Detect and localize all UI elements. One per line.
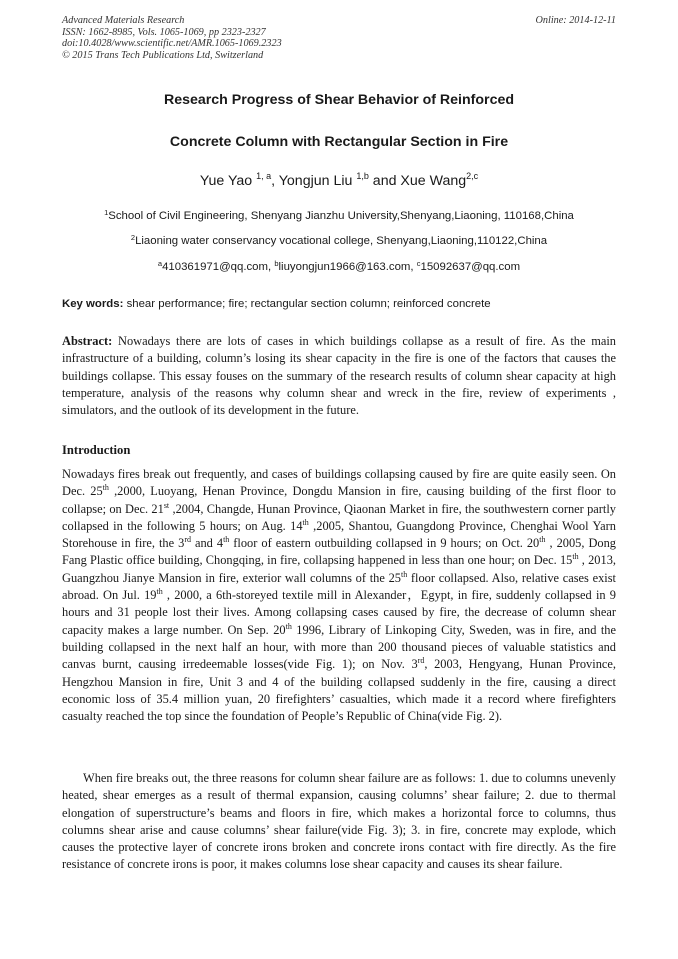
author-superscript: 1, a [256,171,272,181]
author-name: and Xue Wang [368,173,467,189]
author-emails [62,261,616,273]
email-link[interactable]: 410361971@qq.com, [162,261,275,273]
paragraph-text: ,2000, Luoyang, Henan Province, Dongdu Mansion in fire, causing building of the first floor to collapse; on Dec. 21 [62,484,616,516]
paragraph-text: Nowadays fires break out frequently, and cases of buildings collapsing caused by fire are quite easily seen. On Dec. 25 [62,467,616,499]
affiliation-text: School of Civil Engineering, Shenyang Jianzhu University,Shenyang,Liaoning, 110168,China [108,210,574,222]
journal-header [62,15,616,61]
email-marker: c [416,259,421,268]
email-marker: a [157,259,163,268]
journal-issn: ISSN: 1662-8985, Vols. 1065-1069, pp 2323-2327 [62,26,266,38]
keywords [62,298,616,310]
email-link[interactable]: liuyongjun1966@163.com, [278,261,417,273]
abstract-text: Nowadays there are lots of cases in which buildings collapse as a result of fire. As the main infrastructure of a building, column’s losing its shear capacity in the fire is one of the factors that causes the buildings collapse. This essay fouses on the summary of the research results of column shear capacity at high temperature, analysis of the reasons why column shear and wreck in the fire, review of experiments , simulators, and the outlook of its development in the future. [62,334,616,418]
paragraph-text: floor collapsed. Also, relative cases exist abroad. On Jul. 19 [62,570,617,603]
affiliation-1 [62,210,616,222]
author-separator: , Yongjun Liu [271,173,357,189]
ordinal-superscript: th [285,621,292,631]
section-heading-introduction: Introduction [62,443,131,457]
paragraph-text: , 2000, a 6th-storeyed textile mill in Alexander，Egypt, in fire, suddenly collapsed in 9 hours and 31 people lost their lives. Among collapsing cases caused by fire, the decrease of column shear capacity makes a large number. On Sep. 20 [62,588,616,637]
ordinal-superscript: th [572,552,579,562]
keywords-text: shear performance; fire; rectangular section column; reinforced concrete [123,298,491,310]
ordinal-superscript: st [163,500,170,510]
abstract-label: Abstract: [62,334,113,348]
online-date: Online: 2014-12-11 [535,15,616,26]
author-superscript: 1,b [356,171,369,181]
email-marker: b [274,259,279,268]
ordinal-superscript: th [223,535,230,545]
author-superscript: 2,c [466,171,479,181]
ordinal-superscript: rd [417,656,425,666]
abstract [62,333,616,419]
ordinal-superscript: rd [184,535,191,545]
paragraph-text: 1996, Library of Linkoping City, Sweden, was in fire, and the building collapsed in the next half an hour, with more than 200 thousand pieces of valuable statistics and canvas burnt, causing irredeemable losses(vide Fig. 1); on Nov. 3 [62,622,617,672]
journal-copyright: © 2015 Trans Tech Publications Ltd, Switzerland [62,49,264,61]
ordinal-superscript: th [302,517,309,527]
paragraph-text: and 4 [190,536,224,551]
ordinal-superscript: th [539,535,546,545]
affiliation-marker: 2 [130,233,136,242]
affiliation-text: Liaoning water conservancy vocational college, Shenyang,Liaoning,110122,China [135,235,548,247]
paper-title-line-1: Research Progress of Shear Behavior of Reinforced [163,92,515,108]
paragraph-2: When fire breaks out, the three reasons for column shear failure are as follows: 1. due to columns unevenly heated, shear emerges as a result of thermal expansion, causing columns’ shear failure; 2. due to thermal elongation of superstructure’s beams and floors in fire, which makes a horizontal force to columns, thus columns shear arise and cause columns’ shear failure(vide Fig. 3); 3. in fire, concrete may explode, which causes the protective layer of concrete irons broken and concrete irons contact with fire directly. As the fire resistance of concrete irons is poor, it makes columns lose shear capacity and causes its shear failure. [62,771,616,872]
journal-doi: doi:10.4028/www.scientific.net/AMR.1065-1069.2323 [62,38,282,49]
paragraph-text: ,2004, Changde, Hunan Province, Qiaonan Market in fire, the southwestern corner partly collapsed in the following 5 hours; on Aug. 14 [62,501,616,533]
paper-title-line-2: Concrete Column with Rectangular Section in Fire [169,134,509,150]
paragraph-text: floor of eastern outbuilding collapsed in 9 hours; on Oct. 20 [229,536,540,551]
keywords-label: Key words: [62,298,124,310]
paragraph-text: , 2013, Guangzhou Jianye Mansion in fire, exterior wall columns of the 25 [62,553,616,585]
paragraph-1 [62,466,616,725]
paragraph-text: , 2003, Hengyang, Hunan Province, Hengzhou Mansion in fire, Unit 3 and 4 of the building collapsed suddenly in the fire, causing a direct economic loss of 35.4 million yuan, 20 firefighters’ casualties, which made it a record where firefighters casualty reached the top since the foundation of People’s Republic of China(vide Fig. 2). [62,657,616,724]
affiliation-marker: 1 [104,208,109,217]
email-link[interactable]: 15092637@qq.com [420,261,521,273]
ordinal-superscript: th [102,483,109,493]
journal-name: Advanced Materials Research [62,15,185,26]
author-name: Yue Yao [199,173,257,189]
ordinal-superscript: th [400,569,408,579]
ordinal-superscript: th [156,587,163,597]
paragraph-text: , 2005, Dong Fang Plastic office building, Chongqing, in fire, collapsing happened in less than one hour; on Dec. 15 [62,536,616,568]
author-list [62,173,616,189]
affiliation-2 [62,235,616,247]
paragraph-text: ,2005, Shantou, Guangdong Province, Chenghai Wool Yarn Storehouse in fire, the 3 [62,518,616,551]
